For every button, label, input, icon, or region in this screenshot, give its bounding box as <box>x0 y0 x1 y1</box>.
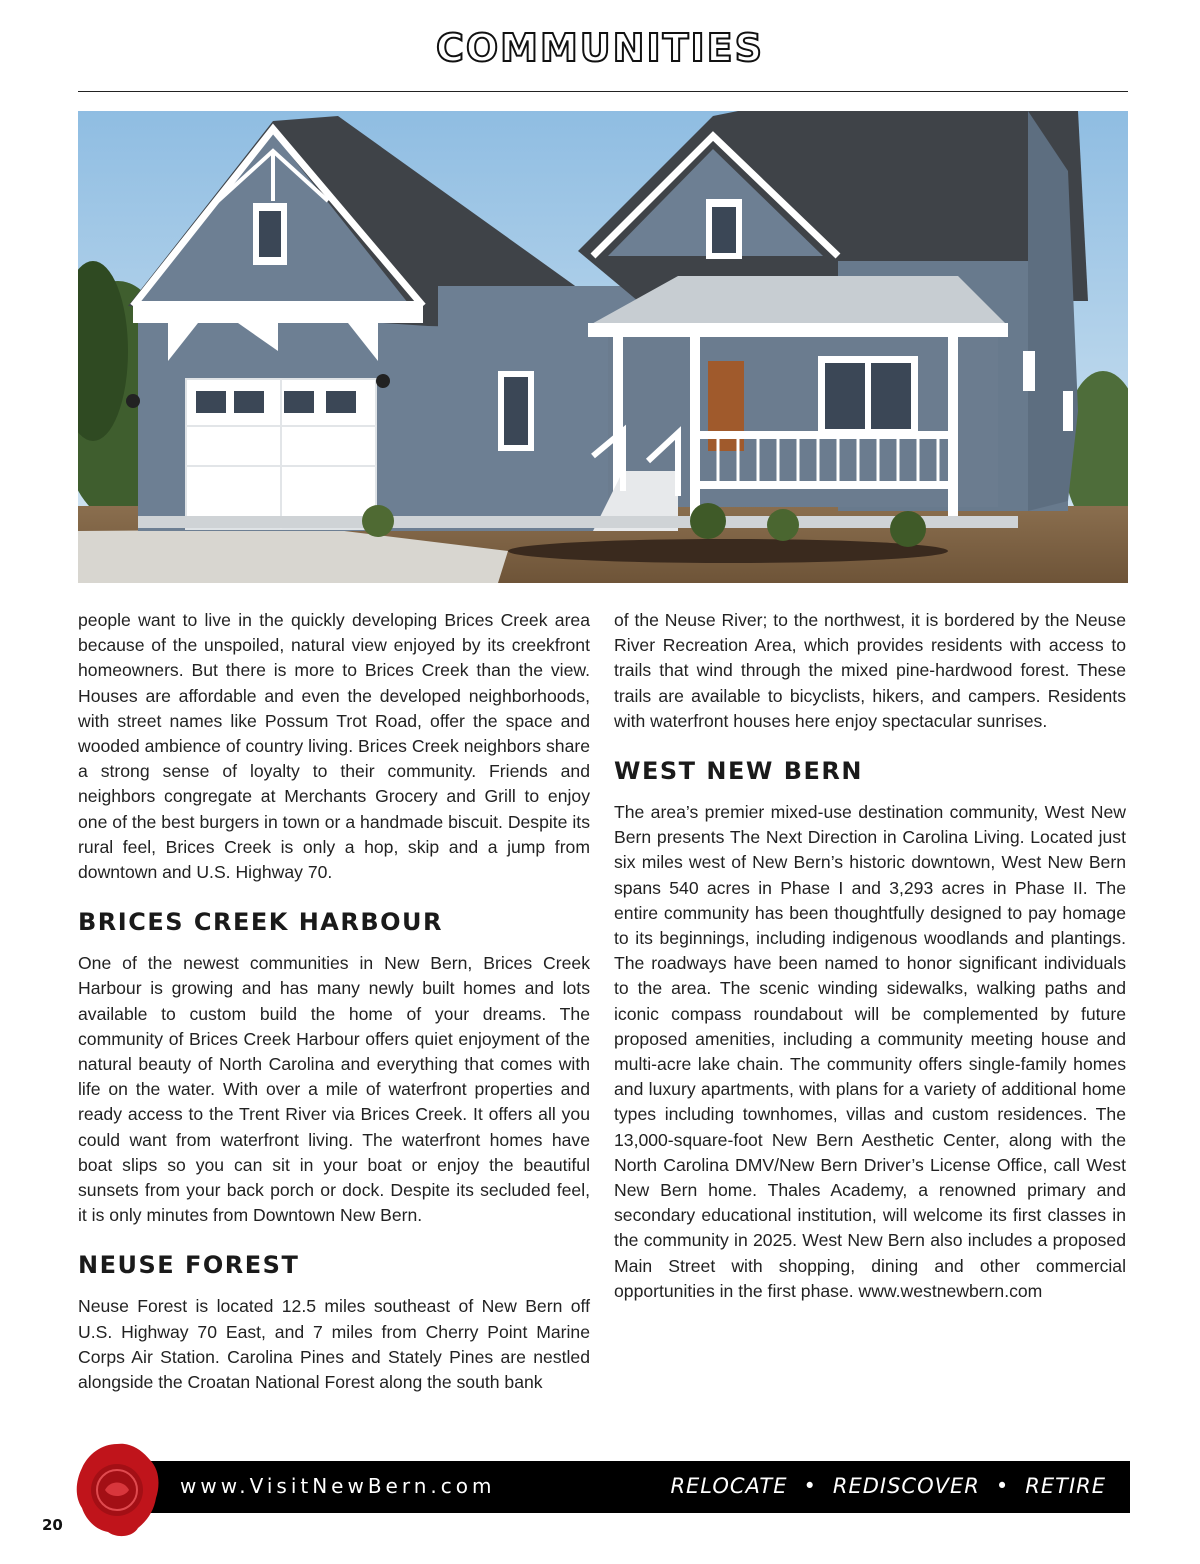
tagline-relocate: RELOCATE <box>670 1474 788 1498</box>
tagline-rediscover: REDISCOVER <box>832 1474 980 1498</box>
house-photo <box>78 111 1128 583</box>
footer-website-link[interactable]: www.VisitNewBern.com <box>180 1474 496 1498</box>
title-divider <box>78 91 1128 92</box>
brices-creek-harbour-paragraph: One of the newest communities in New Bern, Brices Creek Harbour is growing and has many newly built homes and lots available to custom build the home of your dreams. The community of Brices Creek Harbour offers quiet enjoyment of the natural beauty of North Carolina and everything that comes with life on the water. With over a mile of waterfront properties and ready access to the Trent River via Brices Creek. It offers all you could want from waterfront living. The waterfront homes have boat slips so you can sit in your boat or enjoy the beautiful sunsets from your back porch or dock. Despite its secluded feel, it is only minutes from Downtown New Bern. <box>78 953 590 1226</box>
brices-creek-harbour-heading: BRICES CREEK HARBOUR <box>78 908 443 937</box>
right-column <box>614 608 1126 1304</box>
neuse-forest-paragraph: Neuse Forest is located 12.5 miles southeast of New Bern off U.S. Highway 70 East, and 7 miles from Cherry Point Marine Corps Air Station. Carolina Pines and Stately Pines are nestled alongside the Croatan National Forest along the south bank <box>78 1296 590 1393</box>
west-new-bern-text: The area’s premier mixed-use destination community, West New Bern presents The Next Direction in Carolina Living. Located just six miles west of New Bern’s historic downtown, West New Bern spans 540 acres in Phase I and 3,293 acres in Phase II. The entire community has been thoughtfully designed to pay homage to its beginnings, including indigenous woodlands and plantings. The roadways have been named to honor significant individuals to the area. The scenic winding sidewalks, walking paths and iconic compass roundabout will be complemented by future proposed amenities, including a community meeting house and multi-acre lake chain. The community offers single-family homes and luxury apartments, with plans for a variety of additional home types including townhomes, villas and custom residences. The 13,000-square-foot New Bern Aesthetic Center, along with the North Carolina DMV/New Bern Driver’s License Office, call West New Bern home. Thales Academy, a renowned primary and secondary educational institution, will welcome its first classes in the community in 2025. West New Bern also includes a proposed Main Street with shopping, dining and other commercial opportunities in the first phase. <box>614 802 1126 1301</box>
page-title: COMMUNITIES <box>435 26 764 70</box>
intro-paragraph: people want to live in the quickly developing Brices Creek area because of the unspoiled, natural view enjoyed by its creekfront homeowners. But there is more to Brices Creek than the view. Houses are affordable and even the developed neighborhoods, with street names like Possum Trot Road, offer the space and wooded ambience of country living. Brices Creek neighbors share a strong sense of loyalty to their community. Friends and neighbors congregate at Merchants Grocery and Grill to enjoy one of the best burgers in town or a handmade biscuit. Despite its rural feel, Brices Creek is only a hop, skip and a jump from downtown and U.S. Highway 70. <box>78 610 590 883</box>
neuse-forest-continuation: of the Neuse River; to the northwest, it is bordered by the Neuse River Recreation Area, which provides residents with access to trails that wind through the mixed pine-hardwood forest. These trails are available to bicyclists, hikers, and campers. Residents with waterfront houses here enjoy spectacular sunrises. <box>614 610 1126 731</box>
west-new-bern-heading: WEST NEW BERN <box>614 757 863 786</box>
west-new-bern-website-link[interactable]: www.westnewbern.com <box>858 1280 1043 1301</box>
neuse-forest-heading: NEUSE FOREST <box>78 1251 300 1280</box>
tagline-separator: • <box>803 1474 817 1498</box>
tagline-separator: • <box>995 1474 1010 1498</box>
wax-seal-icon <box>72 1440 162 1540</box>
west-new-bern-paragraph <box>614 800 1126 1304</box>
page-number: 20 <box>42 1516 63 1534</box>
footer-tagline <box>670 1474 1106 1498</box>
left-column <box>78 608 590 1395</box>
tagline-retire: RETIRE <box>1025 1474 1106 1498</box>
